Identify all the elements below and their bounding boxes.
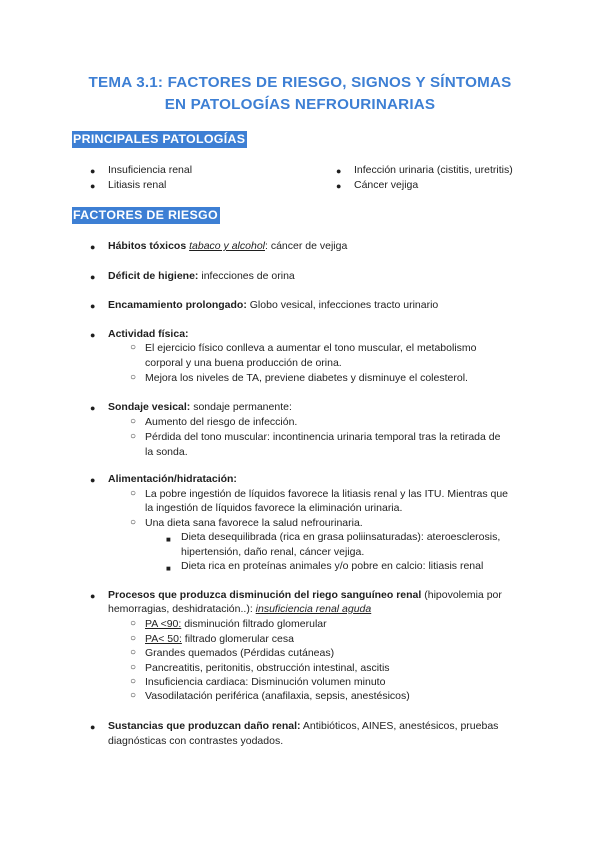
sub-item [145, 632, 294, 647]
circle-bullet-icon: ○ [130, 676, 137, 687]
sub-item-continued: la ingestión de líquidos favorece la eliminación urinaria. [145, 502, 403, 514]
sub-item: Insuficiencia cardiaca: Disminución volumen minuto [145, 676, 386, 688]
factor-link-text: insuficiencia renal aguda [255, 603, 372, 615]
factor-text: sondaje permanente: [190, 401, 292, 413]
factor-label: Actividad física: [108, 328, 189, 340]
sub-sub-item: Dieta desequilibrada (rica en grasa poliinsaturadas): ateroesclerosis, [181, 531, 501, 543]
circle-bullet-icon: ○ [130, 372, 137, 383]
circle-bullet-icon: ○ [130, 488, 137, 499]
section-heading-factores: FACTORES DE RIESGO [73, 208, 218, 222]
factor-sondaje [108, 400, 292, 415]
sub-item-continued: corporal y una buena producción de orina. [145, 357, 342, 369]
bullet-icon: ● [90, 301, 96, 311]
circle-bullet-icon: ○ [130, 342, 137, 353]
sub-item: Vasodilatación periférica (anafilaxia, sepsis, anestésicos) [145, 690, 410, 702]
factor-procesos-continued [108, 602, 371, 617]
factor-text: : cáncer de vejiga [265, 240, 348, 252]
sub-item-continued: la sonda. [145, 446, 188, 458]
sub-item: Una dieta sana favorece la salud nefrourinaria. [145, 517, 363, 529]
factor-sustancias [108, 719, 498, 734]
factor-label: Encamamiento prolongado: [108, 299, 247, 311]
page-title [40, 72, 560, 116]
factor-label: Sustancias que produzcan daño renal: [108, 720, 301, 732]
sub-sub-item: Dieta rica en proteínas animales y/o pobre en calcio: litiasis renal [181, 560, 484, 572]
circle-bullet-icon: ○ [130, 618, 137, 629]
bullet-icon: ● [90, 166, 96, 176]
factor-link-text: tabaco y alcohol [189, 240, 265, 252]
bullet-icon: ● [90, 181, 96, 191]
sub-item: El ejercicio físico conlleva a aumentar el tono muscular, el metabolismo [145, 342, 477, 354]
factor-label: Procesos que produzca disminución del riego sanguíneo renal [108, 589, 422, 601]
pathology-item: Insuficiencia renal [108, 164, 193, 176]
sub-item-text: disminución filtrado glomerular [181, 618, 327, 630]
factor-label: Hábitos tóxicos [108, 240, 187, 252]
bullet-icon: ● [336, 181, 342, 191]
title-line-1: TEMA 3.1: FACTORES DE RIESGO, SIGNOS Y SÍNTOMAS [88, 74, 512, 91]
factor-alimentacion [108, 472, 237, 487]
factor-text: hemorragias, deshidratación..): [108, 603, 256, 615]
factor-sustancias-continued: diagnósticas con contrastes yodados. [108, 735, 284, 747]
sub-item-text: filtrado glomerular cesa [181, 633, 294, 645]
sub-item-underlined: PA <90: [145, 618, 182, 630]
bullet-icon: ● [90, 242, 96, 252]
circle-bullet-icon: ○ [130, 647, 137, 658]
circle-bullet-icon: ○ [130, 431, 137, 442]
bullet-icon: ● [90, 591, 96, 601]
sub-item: Aumento del riesgo de infección. [145, 416, 298, 428]
sub-item: Grandes quemados (Pérdidas cutáneas) [145, 647, 335, 659]
factor-procesos [108, 588, 502, 603]
bullet-icon: ● [90, 722, 96, 732]
factor-label: Déficit de higiene: [108, 270, 199, 282]
sub-sub-item-continued: hipertensión, daño renal, cáncer vejiga. [181, 546, 365, 558]
section-heading-patologias: PRINCIPALES PATOLOGÍAS [73, 132, 246, 146]
factor-higiene [108, 269, 295, 284]
factor-text: (hipovolemia por [421, 589, 502, 601]
circle-bullet-icon: ○ [130, 416, 137, 427]
factor-text: Antibióticos, AINES, anestésicos, pruebas [300, 720, 499, 732]
factor-label: Alimentación/hidratación: [108, 473, 237, 485]
bullet-icon: ● [90, 330, 96, 340]
factor-habitos [108, 239, 347, 254]
sub-item [145, 617, 327, 632]
title-line-2: EN PATOLOGÍAS NEFROURINARIAS [164, 96, 436, 113]
factor-actividad [108, 327, 189, 342]
sub-item: La pobre ingestión de líquidos favorece la litiasis renal y las ITU. Mientras que [145, 488, 509, 500]
pathology-item: Litiasis renal [108, 179, 167, 191]
sub-item: Mejora los niveles de TA, previene diabetes y disminuye el colesterol. [145, 372, 468, 384]
pathology-item: Cáncer vejiga [354, 179, 419, 191]
bullet-icon: ● [336, 166, 342, 176]
factor-encamamiento [108, 298, 438, 313]
square-bullet-icon: ■ [166, 564, 171, 573]
bullet-icon: ● [90, 475, 96, 485]
sub-item-underlined: PA< 50: [145, 633, 182, 645]
circle-bullet-icon: ○ [130, 662, 137, 673]
square-bullet-icon: ■ [166, 535, 171, 544]
factor-text: Globo vesical, infecciones tracto urinario [246, 299, 439, 311]
factor-text: infecciones de orina [198, 270, 295, 282]
sub-item: Pérdida del tono muscular: incontinencia urinaria temporal tras la retirada de [145, 431, 501, 443]
sub-item: Pancreatitis, peritonitis, obstrucción intestinal, ascitis [145, 662, 390, 674]
bullet-icon: ● [90, 403, 96, 413]
factor-label: Sondaje vesical: [108, 401, 191, 413]
circle-bullet-icon: ○ [130, 633, 137, 644]
bullet-icon: ● [90, 272, 96, 282]
circle-bullet-icon: ○ [130, 690, 137, 701]
pathology-item: Infección urinaria (cistitis, uretritis) [354, 164, 513, 176]
circle-bullet-icon: ○ [130, 517, 137, 528]
